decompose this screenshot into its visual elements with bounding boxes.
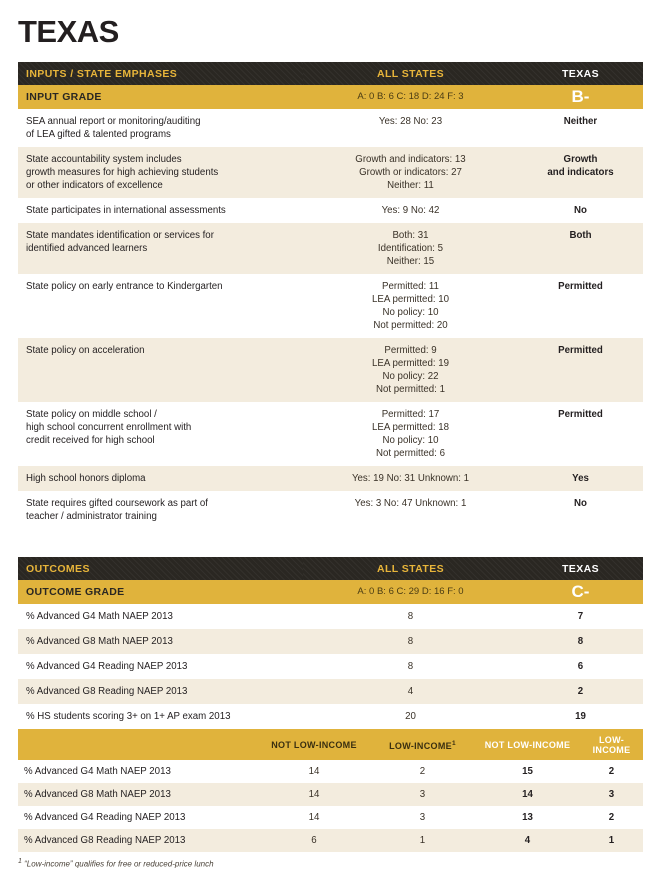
input-grade-label: INPUT GRADE — [18, 85, 303, 109]
row-texas: No — [518, 198, 643, 223]
row-label: State mandates identification or services for identified advanced learners — [18, 223, 303, 274]
table-row — [18, 274, 643, 338]
row-texas: Neither — [518, 109, 643, 147]
row-texas: No — [518, 491, 643, 529]
row-all-states: 8 — [303, 629, 518, 654]
row-all-states: 4 — [303, 679, 518, 704]
outcomes-header-col3: TEXAS — [518, 557, 643, 580]
table-row — [18, 338, 643, 402]
input-grade-all-states: A: 0 B: 6 C: 18 D: 24 F: 3 — [303, 85, 518, 109]
income-header-row — [18, 729, 643, 760]
row-label: % Advanced G8 Reading NAEP 2013 — [18, 829, 258, 852]
row-label: % Advanced G8 Math NAEP 2013 — [18, 783, 258, 806]
row-tx-low: 3 — [580, 783, 643, 806]
inputs-table-body — [18, 62, 643, 529]
row-texas: Yes — [518, 466, 643, 491]
footnote-number: 1 — [18, 858, 22, 865]
table-row — [18, 654, 643, 679]
row-label: State accountability system includes growth measures for high achieving students or other indicators of excellence — [18, 147, 303, 198]
row-label: % Advanced G4 Reading NAEP 2013 — [18, 654, 303, 679]
table-row — [18, 198, 643, 223]
row-label: SEA annual report or monitoring/auditing of LEA gifted & talented programs — [18, 109, 303, 147]
row-label: % HS students scoring 3+ on 1+ AP exam 2013 — [18, 704, 303, 729]
input-grade-row — [18, 85, 643, 109]
row-tx-low: 1 — [580, 829, 643, 852]
income-header-all-low — [370, 729, 475, 760]
row-all-low: 2 — [370, 760, 475, 783]
row-label: State policy on acceleration — [18, 338, 303, 402]
row-tx-not-low: 13 — [475, 806, 580, 829]
row-label: % Advanced G4 Reading NAEP 2013 — [18, 806, 258, 829]
inputs-header-col2: ALL STATES — [303, 62, 518, 85]
table-row — [18, 466, 643, 491]
table-row — [18, 829, 643, 852]
footnote-text: “Low-income” qualifies for free or reduced-price lunch — [24, 859, 214, 869]
row-texas: Permitted — [518, 402, 643, 466]
page-title: TEXAS — [18, 14, 119, 49]
row-texas: Growth and indicators — [518, 147, 643, 198]
outcome-grade-all-states: A: 0 B: 6 C: 29 D: 16 F: 0 — [303, 580, 518, 604]
outcomes-table-body — [18, 557, 643, 729]
state-report-page — [0, 14, 661, 869]
table-row — [18, 147, 643, 198]
outcome-grade-row — [18, 580, 643, 604]
row-label: % Advanced G4 Math NAEP 2013 — [18, 760, 258, 783]
outcomes-header-col1: OUTCOMES — [18, 557, 303, 580]
row-all-low: 3 — [370, 783, 475, 806]
row-texas: Permitted — [518, 274, 643, 338]
row-label: State policy on early entrance to Kindergarten — [18, 274, 303, 338]
row-all-states: 8 — [303, 654, 518, 679]
row-label: State requires gifted coursework as part of teacher / administrator training — [18, 491, 303, 529]
income-header-tx-not-low: NOT LOW-INCOME — [475, 729, 580, 760]
row-tx-low: 2 — [580, 760, 643, 783]
row-tx-not-low: 4 — [475, 829, 580, 852]
row-label: State participates in international assessments — [18, 198, 303, 223]
row-all-low: 1 — [370, 829, 475, 852]
row-all-states: Permitted: 17 LEA permitted: 18 No policy: 10 Not permitted: 6 — [303, 402, 518, 466]
outcome-grade-label: OUTCOME GRADE — [18, 580, 303, 604]
table-row — [18, 704, 643, 729]
income-header-tx-low: LOW-INCOME — [580, 729, 643, 760]
table-row — [18, 806, 643, 829]
row-texas: 2 — [518, 679, 643, 704]
row-label: % Advanced G4 Math NAEP 2013 — [18, 604, 303, 629]
footnote-marker: 1 — [451, 739, 456, 747]
row-texas: 19 — [518, 704, 643, 729]
row-all-states: Yes: 19 No: 31 Unknown: 1 — [303, 466, 518, 491]
row-all-low: 3 — [370, 806, 475, 829]
inputs-table — [18, 62, 643, 529]
income-header-blank — [18, 729, 258, 760]
row-all-states: 8 — [303, 604, 518, 629]
outcomes-header-row — [18, 557, 643, 580]
outcome-grade-texas: C- — [518, 580, 643, 604]
inputs-header-row — [18, 62, 643, 85]
outcomes-header-col2: ALL STATES — [303, 557, 518, 580]
outcomes-table — [18, 557, 643, 729]
table-row — [18, 760, 643, 783]
row-texas: Both — [518, 223, 643, 274]
row-texas: 8 — [518, 629, 643, 654]
row-texas: 6 — [518, 654, 643, 679]
table-row — [18, 604, 643, 629]
row-tx-low: 2 — [580, 806, 643, 829]
row-texas: 7 — [518, 604, 643, 629]
row-all-not-low: 6 — [258, 829, 370, 852]
section-spacer — [0, 529, 661, 545]
row-all-states: Yes: 9 No: 42 — [303, 198, 518, 223]
table-row — [18, 679, 643, 704]
row-texas: Permitted — [518, 338, 643, 402]
row-all-states: Both: 31 Identification: 5 Neither: 15 — [303, 223, 518, 274]
table-row — [18, 223, 643, 274]
row-all-not-low: 14 — [258, 806, 370, 829]
income-breakdown-table — [18, 729, 643, 852]
row-all-not-low: 14 — [258, 760, 370, 783]
income-header-all-low-label: LOW-INCOME — [389, 740, 452, 751]
table-row — [18, 491, 643, 529]
row-tx-not-low: 15 — [475, 760, 580, 783]
inputs-header-col3: TEXAS — [518, 62, 643, 85]
row-all-states: Permitted: 9 LEA permitted: 19 No policy: 22 Not permitted: 1 — [303, 338, 518, 402]
inputs-header-col1: INPUTS / STATE EMPHASES — [18, 62, 303, 85]
table-row — [18, 109, 643, 147]
table-row — [18, 629, 643, 654]
row-tx-not-low: 14 — [475, 783, 580, 806]
income-header-all-not-low: NOT LOW-INCOME — [258, 729, 370, 760]
row-all-states: Yes: 3 No: 47 Unknown: 1 — [303, 491, 518, 529]
row-all-states: Growth and indicators: 13 Growth or indicators: 27 Neither: 11 — [303, 147, 518, 198]
row-all-states: Permitted: 11 LEA permitted: 10 No policy: 10 Not permitted: 20 — [303, 274, 518, 338]
row-all-states: 20 — [303, 704, 518, 729]
row-all-states: Yes: 28 No: 23 — [303, 109, 518, 147]
income-table-body — [18, 729, 643, 852]
footnote — [18, 858, 643, 869]
row-label: High school honors diploma — [18, 466, 303, 491]
row-label: % Advanced G8 Reading NAEP 2013 — [18, 679, 303, 704]
row-label: % Advanced G8 Math NAEP 2013 — [18, 629, 303, 654]
row-label: State policy on middle school / high school concurrent enrollment with credit received for high school — [18, 402, 303, 466]
row-all-not-low: 14 — [258, 783, 370, 806]
input-grade-texas: B- — [518, 85, 643, 109]
table-row — [18, 402, 643, 466]
